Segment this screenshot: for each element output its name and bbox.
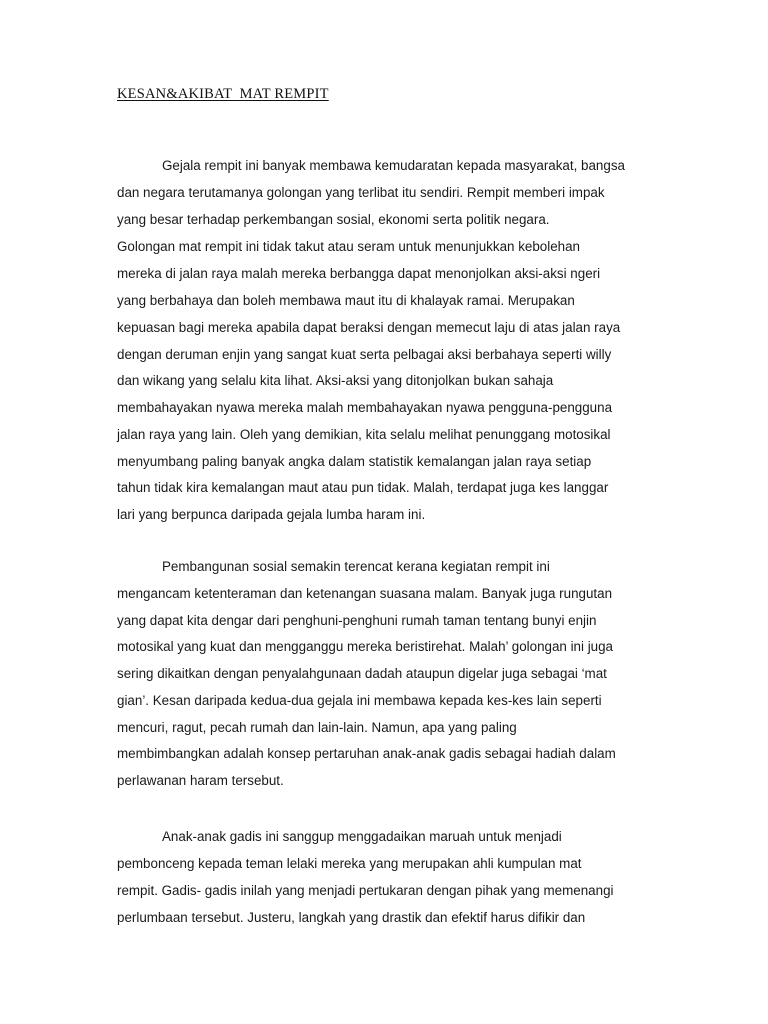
paragraph-3-line-4: perlumbaan tersebut. Justeru, langkah yang drastik dan efektif harus difikir dan (117, 910, 586, 925)
paragraph-3-line-2: pembonceng kepada teman lelaki mereka yang merupakan ahli kumpulan mat (117, 856, 582, 871)
paragraph-1-line-11: jalan raya yang lain. Oleh yang demikian, kita selalu melihat penunggang motosikal (117, 427, 611, 442)
paragraph-2-line-3: yang dapat kita dengar dari penghuni-penghuni rumah taman tentang bunyi enjin (117, 613, 597, 628)
paragraph-1-line-14: lari yang berpunca daripada gejala lumba haram ini. (117, 507, 426, 522)
paragraph-1-line-1: Gejala rempit ini banyak membawa kemudaratan kepada masyarakat, bangsa (162, 158, 625, 173)
document-title: KESAN&AKIBAT MAT REMPIT (117, 86, 329, 102)
paragraph-1-line-7: kepuasan bagi mereka apabila dapat beraksi dengan memecut laju di atas jalan raya (117, 320, 621, 335)
paragraph-2-line-5: sering dikaitkan dengan penyalahgunaan dadah ataupun digelar juga sebagai ‘mat (117, 666, 607, 681)
paragraph-2-line-4: motosikal yang kuat dan mengganggu mereka beristirehat. Malah’ golongan ini juga (117, 639, 614, 654)
paragraph-2-line-6: gian’. Kesan daripada kedua-dua gejala ini membawa kepada kes-kes lain seperti (117, 693, 602, 708)
paragraph-1-line-10: membahayakan nyawa mereka malah membahayakan nyawa pengguna-pengguna (117, 400, 613, 415)
paragraph-1-line-5: mereka di jalan raya malah mereka berbangga dapat menonjolkan aksi-aksi ngeri (117, 266, 601, 281)
paragraph-2-line-9: perlawanan haram tersebut. (117, 773, 284, 788)
paragraph-1-line-3: yang besar terhadap perkembangan sosial, ekonomi serta politik negara. (117, 212, 550, 227)
paragraph-1-line-2: dan negara terutamanya golongan yang terlibat itu sendiri. Rempit memberi impak (117, 185, 605, 200)
paragraph-1-line-8: dengan deruman enjin yang sangat kuat serta pelbagai aksi berbahaya seperti willy (117, 347, 612, 362)
paragraph-2-line-7: mencuri, ragut, pecah rumah dan lain-lain. Namun, apa yang paling (117, 720, 517, 735)
paragraph-2-line-1: Pembangunan sosial semakin terencat kerana kegiatan rempit ini (162, 559, 550, 574)
paragraph-1-line-9: dan wikang yang selalu kita lihat. Aksi-aksi yang ditonjolkan bukan sahaja (117, 373, 554, 388)
paragraph-1-line-4: Golongan mat rempit ini tidak takut atau seram untuk menunjukkan kebolehan (117, 239, 580, 254)
paragraph-1-line-6: yang berbahaya dan boleh membawa maut itu di khalayak ramai. Merupakan (117, 293, 575, 308)
paragraph-1-line-12: menyumbang paling banyak angka dalam statistik kemalangan jalan raya setiap (117, 454, 592, 469)
paragraph-3-line-3: rempit. Gadis- gadis inilah yang menjadi pertukaran dengan pihak yang memenangi (117, 883, 614, 898)
paragraph-3-line-1: Anak-anak gadis ini sanggup menggadaikan maruah untuk menjadi (162, 829, 562, 844)
paragraph-1-line-13: tahun tidak kira kemalangan maut atau pun tidak. Malah, terdapat juga kes langgar (117, 480, 609, 495)
paragraph-2-line-8: membimbangkan adalah konsep pertaruhan anak-anak gadis sebagai hadiah dalam (117, 746, 616, 761)
paragraph-2-line-2: mengancam ketenteraman dan ketenangan suasana malam. Banyak juga rungutan (117, 586, 613, 601)
